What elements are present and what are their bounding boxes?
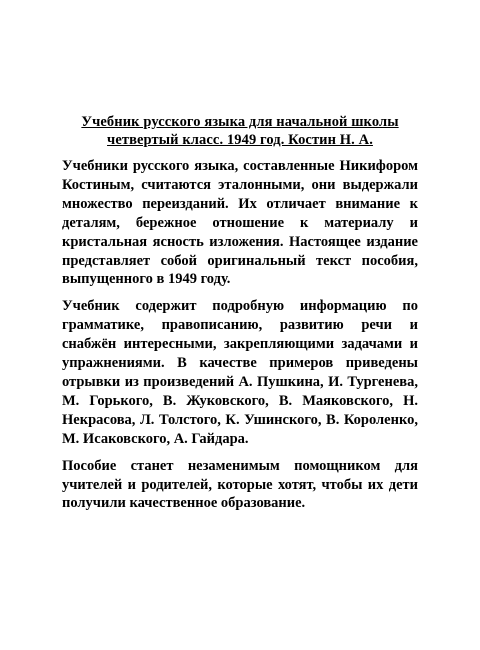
paragraph-intro: Учебники русского языка, составленные Никифором Костиным, считаются эталонными, они выдержали множество переизданий. Их отличает внимание к деталям, бережное отношение к материалу и кристальная ясность изложения. Настоящее издание представляет собой оригинальный текст пособия, выпущенного в 1949 году.: [62, 158, 418, 288]
title-line-2: четвертый класс. 1949 год. Костин Н. А.: [107, 132, 373, 148]
paragraph-contents: Учебник содержит подробную информацию по грамматике, правописанию, развитию речи и снабжён интересными, закрепляющими задачами и упражнениями. В качестве примеров приведены отрывки из произведений А. Пушкина, И. Тургенева, М. Горького, В. Жуковского, В. Маяковского, Н. Некрасова, Л. Толстого, К. Ушинского, В. Короленко, М. Исаковского, А. Гайдара.: [62, 298, 418, 447]
document-title: [62, 113, 418, 149]
document-page: [62, 113, 418, 513]
paragraph-conclusion: Пособие станет незаменимым помощником для учителей и родителей, которые хотят, чтобы их дети получили качественное образование.: [62, 457, 418, 512]
title-line-1: Учебник русского языка для начальной школы: [81, 114, 399, 130]
